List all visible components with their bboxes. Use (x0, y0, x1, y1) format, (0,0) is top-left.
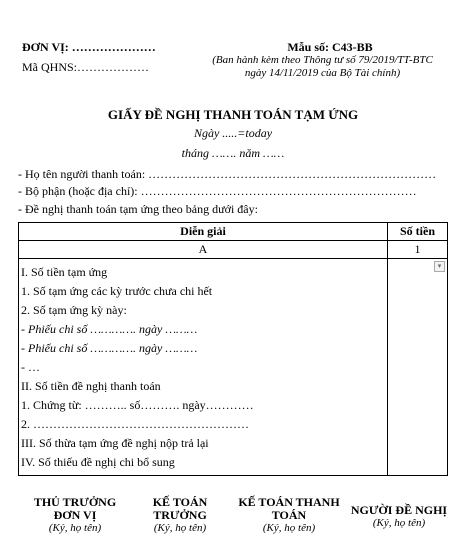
signature-title: KẾ TOÁN (152, 495, 208, 509)
signature-title: TOÁN (271, 508, 307, 522)
header-amount: Số tiền (388, 223, 448, 241)
table-row[interactable]: I. Số tiền tạm ứng (21, 265, 108, 279)
signature-title: THỦ TRƯỞNG (33, 495, 117, 509)
table-row[interactable]: 1. Chứng từ: ……….. số………. ngày………… (21, 398, 254, 412)
table-row[interactable]: 2. Số tạm ứng kỳ này: (21, 303, 127, 317)
page-title: GIẤY ĐỀ NGHỊ THANH TOÁN TẠM ỨNG (107, 107, 359, 122)
table-row[interactable]: - Phiếu chi số …………. ngày ……… (21, 341, 198, 355)
signature-note: (Ký, họ tên) (48, 522, 102, 534)
signature-title: TRƯỞNG (153, 508, 207, 522)
table-rows (19, 259, 387, 472)
issued-note-line1: (Ban hành kèm theo Thông tư số 79/2019/TT-BTC (212, 54, 433, 66)
signature-note: (Ký, họ tên) (262, 522, 316, 534)
payment-table (18, 222, 448, 476)
qhns-label: Mã QHNS:……………… (22, 60, 150, 74)
table-row[interactable]: 2. ……………………………………………… (21, 417, 249, 431)
signature-note: (Ký, họ tên) (153, 522, 207, 534)
table-row[interactable]: - … (21, 360, 40, 374)
sub-header-amount: 1 (388, 241, 448, 259)
signature-title: KẾ TOÁN THANH (238, 495, 340, 509)
signature-requester (344, 504, 454, 530)
signature-note: (Ký, họ tên) (372, 517, 426, 529)
header-description: Diễn giải (19, 223, 388, 241)
chevron-down-icon[interactable]: ▾ (434, 261, 445, 272)
table-row[interactable]: IV. Số thiếu đề nghị chi bổ sung (21, 455, 175, 469)
payer-name-field[interactable]: - Họ tên người thanh toán: ……………………………………………………………… (18, 167, 437, 181)
signature-chief-accountant (130, 496, 230, 535)
sub-header-description: A (19, 241, 388, 259)
table-row[interactable]: - Phiếu chi số …………. ngày ……… (21, 322, 198, 336)
date-line-day: Ngày .....=today (193, 126, 273, 140)
table-row[interactable]: 1. Số tạm ứng các kỳ trước chưa chi hết (21, 284, 213, 298)
signature-title: ĐƠN VỊ (53, 508, 97, 522)
department-field[interactable]: - Bộ phận (hoặc địa chỉ): …………………………………………………………… (18, 184, 417, 198)
request-line: - Đề nghị thanh toán tạm ứng theo bảng dưới đây: (18, 202, 258, 216)
table-row[interactable]: II. Số tiền đề nghị thanh toán (21, 379, 161, 393)
signature-title: NGƯỜI ĐỀ NGHỊ (350, 503, 448, 517)
form-number: Mẫu số: C43-BB (287, 40, 373, 54)
signature-payment-accountant (228, 496, 350, 535)
table-row[interactable]: III. Số thừa tạm ứng đề nghị nộp trả lại (21, 436, 209, 450)
signature-head-of-unit (20, 496, 130, 535)
date-line-month-year: tháng ……. năm …… (181, 146, 285, 160)
amount-cell[interactable] (388, 259, 448, 476)
issued-note-line2: ngày 14/11/2019 của Bộ Tài chính) (244, 67, 401, 79)
unit-label: ĐƠN VỊ: ………………… (22, 40, 156, 54)
